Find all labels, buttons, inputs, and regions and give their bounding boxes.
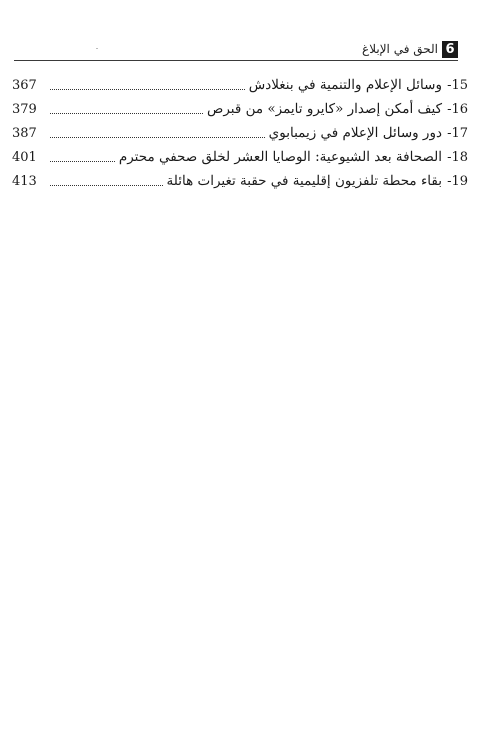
toc-item-number: -19 [447, 174, 468, 189]
table-of-contents [12, 73, 468, 193]
toc-page-number: 367 [12, 78, 37, 93]
toc-leader-dots [50, 89, 245, 90]
toc-entry [12, 169, 468, 193]
page-number: 6 [442, 41, 458, 58]
toc-page-number: 413 [12, 174, 37, 189]
toc-entry [12, 73, 468, 97]
toc-entry [12, 97, 468, 121]
toc-leader-dots [50, 137, 265, 138]
toc-title: وسائل الإعلام والتنمية في بنغلادش [248, 77, 442, 93]
toc-item-number: -17 [447, 126, 468, 141]
toc-entry [12, 145, 468, 169]
toc-leader-dots [50, 161, 115, 162]
toc-item-number: -15 [447, 78, 468, 93]
toc-title: كيف أمكن إصدار «كايرو تايمز» من قبرص [207, 101, 442, 117]
toc-page-number: 401 [12, 150, 37, 165]
running-header [14, 40, 458, 61]
toc-title: دور وسائل الإعلام في زيمبابوي [268, 125, 442, 141]
toc-title: الصحافة بعد الشيوعية: الوصايا العشر لخلق صحفي محترم [118, 149, 442, 165]
toc-entry [12, 121, 468, 145]
header-title: الحق في الإبلاغ [362, 42, 438, 56]
toc-item-number: -18 [447, 150, 468, 165]
toc-title: بقاء محطة تلفزيون إقليمية في حقبة تغيرات هائلة [166, 173, 442, 189]
toc-page-number: 387 [12, 126, 37, 141]
toc-leader-dots [50, 113, 203, 114]
toc-leader-dots [50, 185, 163, 186]
header-mark [96, 48, 98, 49]
toc-item-number: -16 [447, 102, 468, 117]
toc-page-number: 379 [12, 102, 37, 117]
